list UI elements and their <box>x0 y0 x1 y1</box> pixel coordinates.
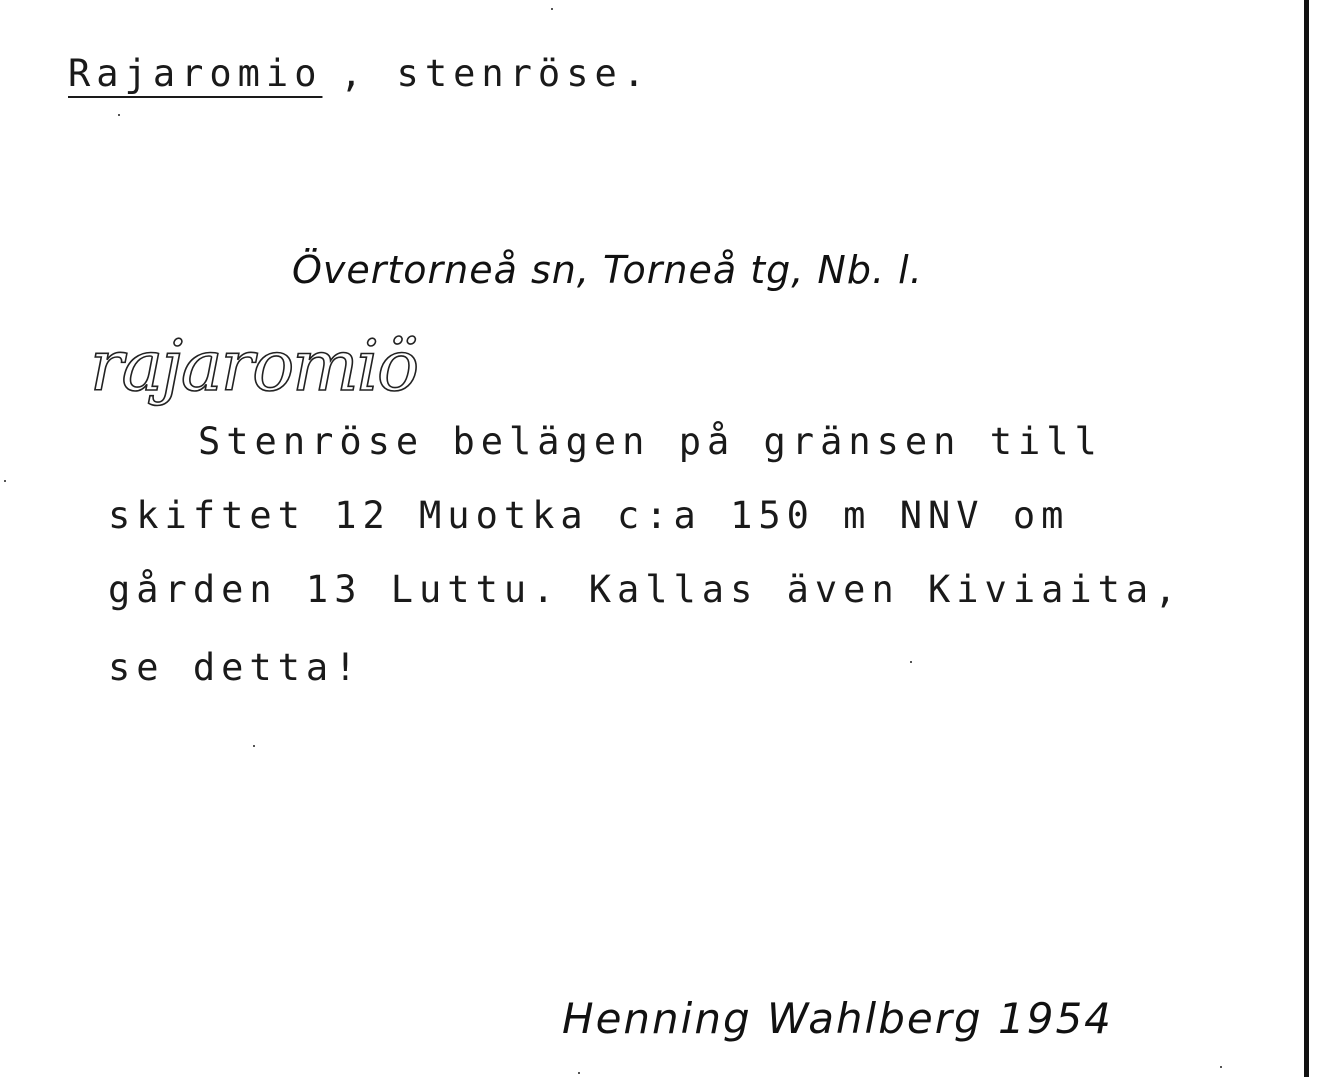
scan-speck <box>253 745 255 747</box>
scan-speck <box>1220 1066 1222 1068</box>
signature: Henning Wahlberg 1954 <box>562 994 1113 1043</box>
body-line-3: gården 13 Luttu. Kallas även Kiviaita, <box>108 568 1183 611</box>
body-line-1: Stenröse belägen på gränsen till <box>198 420 1103 463</box>
headword: Rajaromio <box>68 52 323 95</box>
headword-suffix: , stenröse. <box>340 52 652 95</box>
body-line-4: se detta! <box>108 646 363 689</box>
scan-speck <box>4 480 6 482</box>
scan-speck <box>551 8 553 10</box>
scan-speck <box>578 1072 580 1074</box>
scan-speck <box>118 114 120 116</box>
scan-speck <box>910 661 912 663</box>
handwritten-form-text: rajaromiö <box>90 330 418 407</box>
card-edge-border <box>1304 0 1309 1077</box>
parish-line: Övertorneå sn, Torneå tg, Nb. l. <box>292 248 923 292</box>
body-line-2: skiftet 12 Muotka c:a 150 m NNV om <box>108 494 1070 537</box>
